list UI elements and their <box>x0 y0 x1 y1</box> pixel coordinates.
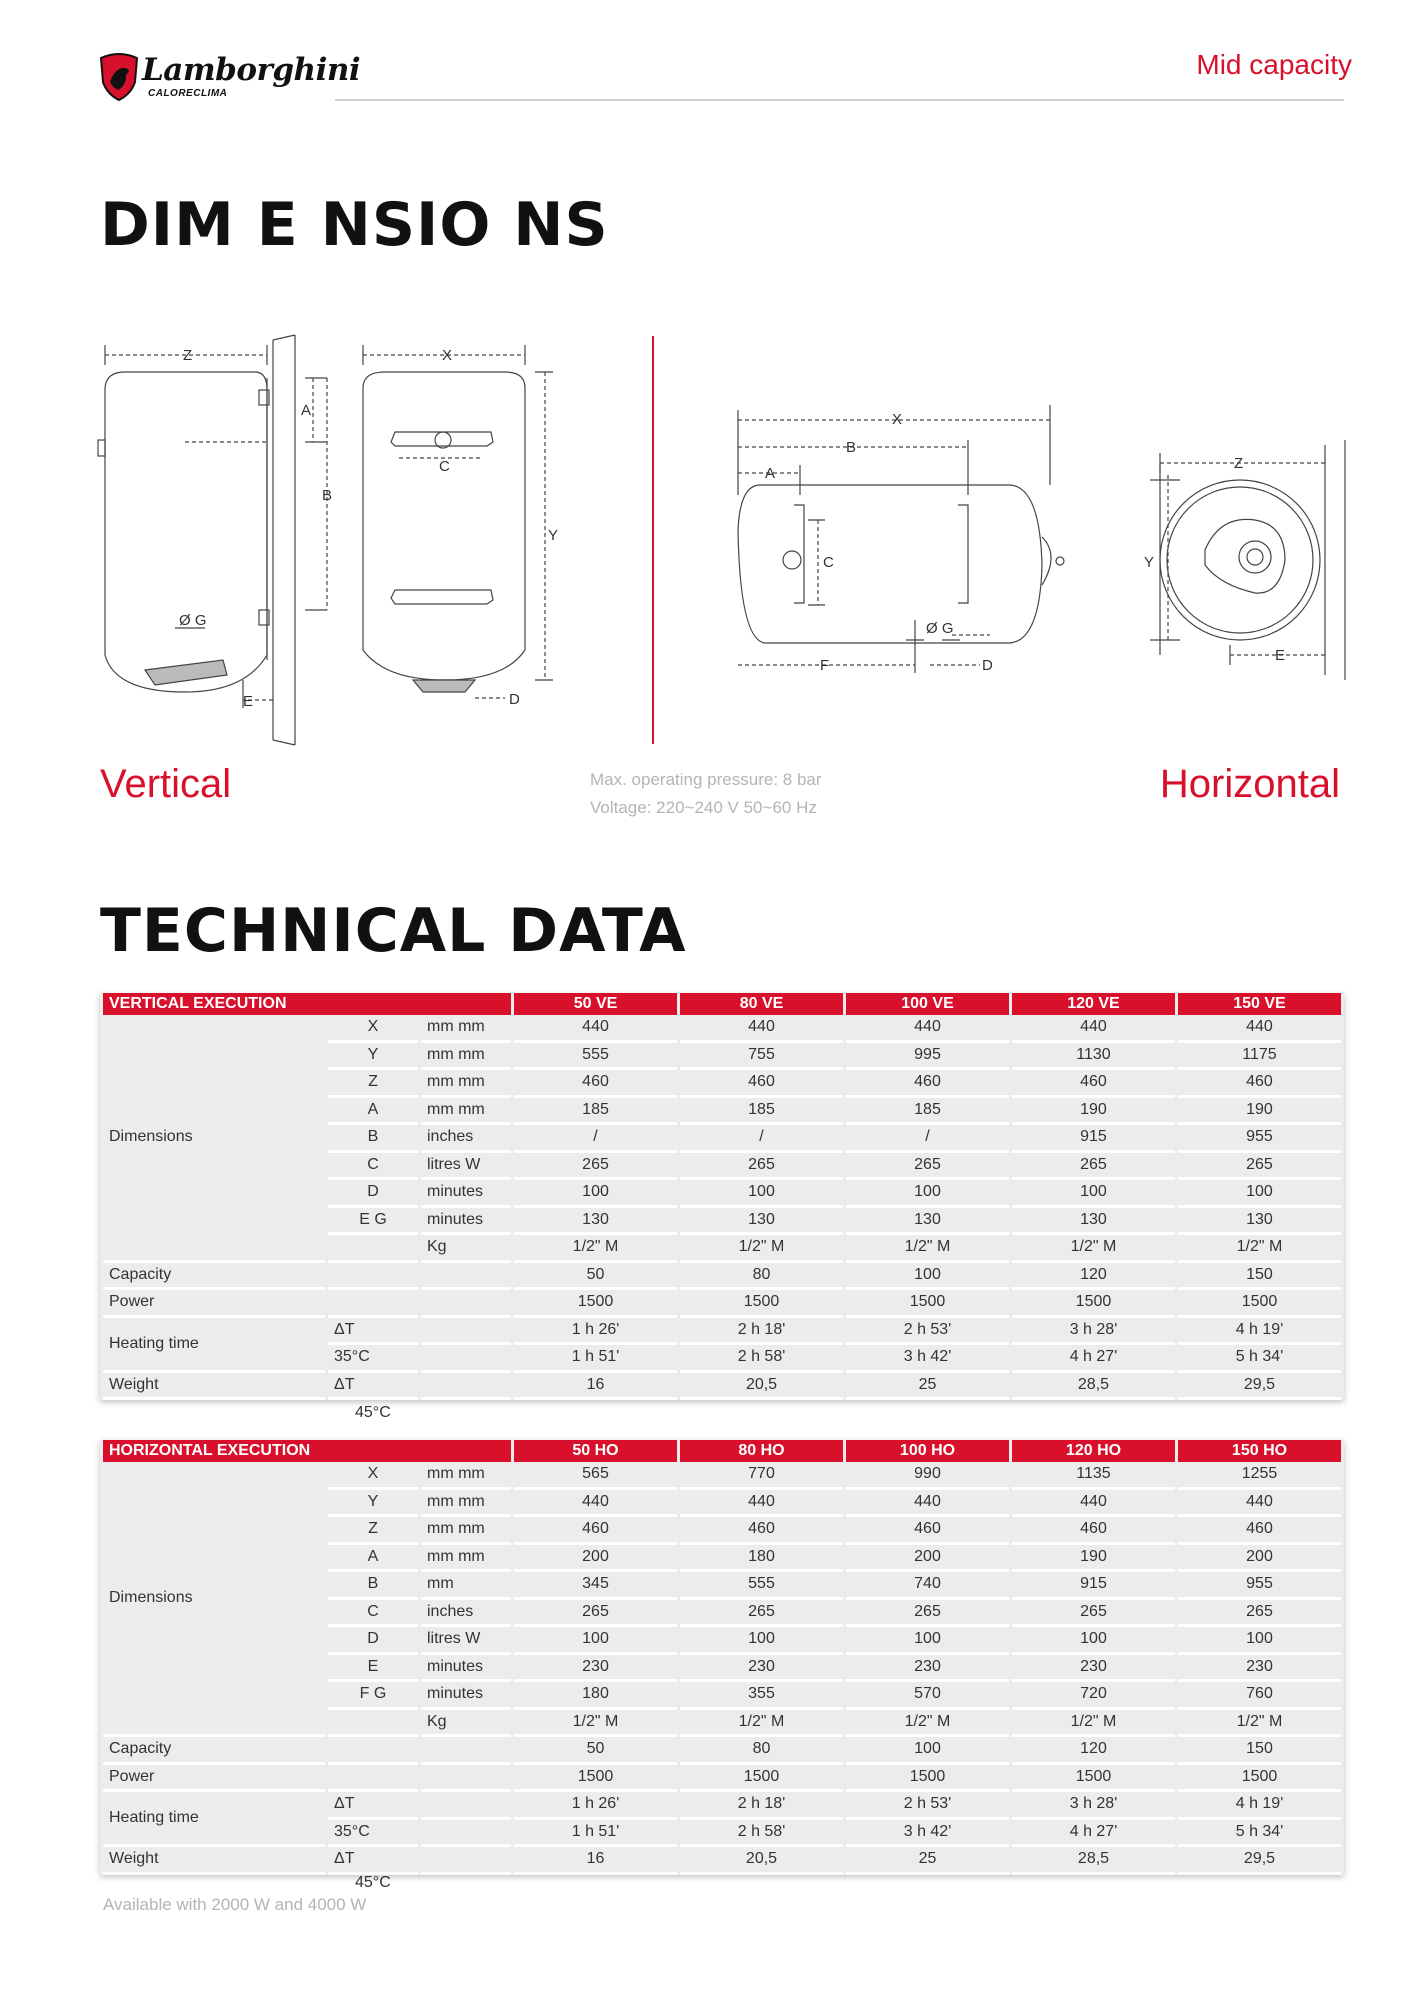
dim-label-b-h: B <box>846 439 857 456</box>
cell: 1 h 26' <box>514 1792 677 1820</box>
cell: 355 <box>680 1682 843 1710</box>
cell: 460 <box>846 1517 1009 1545</box>
cell: 120 <box>1012 1263 1175 1291</box>
cell: 265 <box>1178 1153 1341 1181</box>
delta-symbol: ΔT <box>328 1847 418 1875</box>
cell: 1500 <box>1178 1290 1341 1318</box>
dim-unit: mm mm <box>421 1545 511 1573</box>
cell: 720 <box>1012 1682 1175 1710</box>
cell: 1500 <box>1012 1765 1175 1793</box>
dim-label-y: Y <box>548 527 559 544</box>
dim-symbol: Z <box>328 1517 418 1545</box>
technical-data-title: TECHNICAL DATA <box>100 896 687 966</box>
row-label: Heating time <box>103 1318 325 1373</box>
dim-label-y-h: Y <box>1144 554 1155 571</box>
cell: / <box>846 1125 1009 1153</box>
row-label: Heating time <box>103 1792 325 1847</box>
dim-unit: mm mm <box>421 1015 511 1043</box>
cell: 1 h 51' <box>514 1820 677 1848</box>
brand-shield-icon <box>98 52 140 102</box>
table-row <box>103 1015 1341 1043</box>
cell: 200 <box>1178 1545 1341 1573</box>
dim-symbol: D <box>328 1180 418 1208</box>
cell: 440 <box>846 1490 1009 1518</box>
cell: 555 <box>514 1043 677 1071</box>
brand-subtitle: CALORECLIMA <box>148 88 228 99</box>
cell: 755 <box>680 1043 843 1071</box>
cell: 100 <box>846 1263 1009 1291</box>
cell: 130 <box>1012 1208 1175 1236</box>
cell: 460 <box>514 1517 677 1545</box>
cell: 440 <box>514 1490 677 1518</box>
cell: 29,5 <box>1178 1847 1341 1875</box>
cell: 1/2" M <box>1178 1710 1341 1738</box>
dim-symbol: X <box>328 1015 418 1043</box>
cell: 740 <box>846 1572 1009 1600</box>
cell: 955 <box>1178 1572 1341 1600</box>
dim-unit: Kg <box>421 1710 511 1738</box>
cell: 1/2" M <box>846 1235 1009 1263</box>
cell: 1 h 51' <box>514 1345 677 1373</box>
cell: 80 <box>680 1263 843 1291</box>
table-header-row <box>103 1440 1341 1462</box>
cell: 180 <box>514 1682 677 1710</box>
table-row <box>103 1263 1341 1291</box>
cell: 440 <box>680 1015 843 1043</box>
cell: 995 <box>846 1043 1009 1071</box>
cell: 230 <box>1178 1655 1341 1683</box>
cell: 1/2" M <box>514 1710 677 1738</box>
dim-symbol: Y <box>328 1043 418 1071</box>
row-label: Power <box>103 1290 325 1318</box>
cell: 460 <box>1178 1517 1341 1545</box>
dim-unit: Kg <box>421 1235 511 1263</box>
cell: 1500 <box>846 1290 1009 1318</box>
cell: 2 h 58' <box>680 1820 843 1848</box>
cell: 130 <box>514 1208 677 1236</box>
dim-label-b: B <box>322 487 333 504</box>
cell: 16 <box>514 1373 677 1401</box>
cell: 345 <box>514 1572 677 1600</box>
cell: 5 h 34' <box>1178 1820 1341 1848</box>
row-label: Dimensions <box>103 1462 325 1737</box>
dim-symbol: E G <box>328 1208 418 1236</box>
cell: 130 <box>680 1208 843 1236</box>
cell: 25 <box>846 1847 1009 1875</box>
cell: 915 <box>1012 1125 1175 1153</box>
table-row <box>103 1462 1341 1490</box>
delta-symbol: ΔT <box>328 1318 418 1346</box>
cell: 100 <box>514 1180 677 1208</box>
cell: 5 h 34' <box>1178 1345 1341 1373</box>
voltage: Voltage: 220~240 V 50~60 Hz <box>590 798 817 817</box>
table-row <box>103 1792 1341 1820</box>
cell: 565 <box>514 1462 677 1490</box>
cell: 440 <box>1178 1015 1341 1043</box>
cell: 265 <box>680 1600 843 1628</box>
table-row <box>103 1290 1341 1318</box>
horizontal-execution-table <box>100 1440 1344 1875</box>
dim-unit: minutes <box>421 1655 511 1683</box>
dim-symbol: A <box>328 1098 418 1126</box>
cell: 1500 <box>1178 1765 1341 1793</box>
cell: 230 <box>1012 1655 1175 1683</box>
temperature-label: 45°C <box>355 1874 391 1891</box>
dim-label-c: C <box>439 458 450 475</box>
cell: 2 h 53' <box>846 1792 1009 1820</box>
cell: 915 <box>1012 1572 1175 1600</box>
cell: 150 <box>1178 1263 1341 1291</box>
cell: 2 h 53' <box>846 1318 1009 1346</box>
dim-symbol: A <box>328 1545 418 1573</box>
cell: 230 <box>846 1655 1009 1683</box>
cell: 460 <box>1012 1070 1175 1098</box>
dim-label-z-h: Z <box>1234 455 1244 472</box>
dim-label-c-h: C <box>823 554 834 571</box>
cell: 1500 <box>514 1765 677 1793</box>
model-header: 50 HO <box>514 1440 677 1462</box>
dim-label-x: X <box>442 347 453 364</box>
table-row <box>103 1765 1341 1793</box>
table-header-row <box>103 993 1341 1015</box>
dim-symbol: B <box>328 1572 418 1600</box>
row-label: Capacity <box>103 1737 325 1765</box>
header-divider <box>335 99 1344 101</box>
dim-label-z: Z <box>183 347 193 364</box>
cell: 100 <box>1012 1627 1175 1655</box>
cell: 3 h 28' <box>1012 1318 1175 1346</box>
max-pressure: Max. operating pressure: 8 bar <box>590 770 822 789</box>
cell: 2 h 18' <box>680 1792 843 1820</box>
dim-symbol: D <box>328 1627 418 1655</box>
dim-symbol <box>328 1235 418 1263</box>
cell: 120 <box>1012 1737 1175 1765</box>
cell: 150 <box>1178 1737 1341 1765</box>
table-row <box>103 1847 1341 1875</box>
cell: 80 <box>680 1737 843 1765</box>
brand-name: Lamborghini <box>142 52 361 88</box>
cell: 100 <box>680 1180 843 1208</box>
cell: 955 <box>1178 1125 1341 1153</box>
cell: 460 <box>1012 1517 1175 1545</box>
model-header: 150 HO <box>1178 1440 1341 1462</box>
row-label: Dimensions <box>103 1015 325 1263</box>
cell: 1/2" M <box>1012 1235 1175 1263</box>
dim-unit: litres W <box>421 1627 511 1655</box>
dim-symbol: Z <box>328 1070 418 1098</box>
cell: 1/2" M <box>514 1235 677 1263</box>
table-header-label: VERTICAL EXECUTION <box>103 993 511 1015</box>
cell: 230 <box>514 1655 677 1683</box>
cell: 440 <box>1012 1015 1175 1043</box>
dim-symbol: C <box>328 1153 418 1181</box>
cell: 16 <box>514 1847 677 1875</box>
cell: 265 <box>514 1600 677 1628</box>
dim-label-d: D <box>509 691 520 708</box>
cell: 100 <box>1178 1180 1341 1208</box>
cell: 440 <box>1178 1490 1341 1518</box>
cell: 190 <box>1012 1545 1175 1573</box>
cell: 440 <box>680 1490 843 1518</box>
dim-unit: mm mm <box>421 1490 511 1518</box>
dim-label-g: Ø G <box>179 612 207 629</box>
cell: 1/2" M <box>846 1710 1009 1738</box>
table-row <box>103 1737 1341 1765</box>
temperature-label: 35°C <box>328 1345 418 1373</box>
cell: 1/2" M <box>680 1235 843 1263</box>
cell: 1130 <box>1012 1043 1175 1071</box>
cell: / <box>680 1125 843 1153</box>
cell: 185 <box>846 1098 1009 1126</box>
drawing-divider <box>652 336 654 744</box>
cell: 200 <box>514 1545 677 1573</box>
cell: 1500 <box>680 1290 843 1318</box>
cell: 555 <box>680 1572 843 1600</box>
cell: 265 <box>846 1600 1009 1628</box>
cell: 185 <box>680 1098 843 1126</box>
model-header: 120 HO <box>1012 1440 1175 1462</box>
cell: 180 <box>680 1545 843 1573</box>
cell: 265 <box>1178 1600 1341 1628</box>
model-header: 80 VE <box>680 993 843 1015</box>
cell: 990 <box>846 1462 1009 1490</box>
cell: 1/2" M <box>1178 1235 1341 1263</box>
cell: 3 h 42' <box>846 1820 1009 1848</box>
cell: 460 <box>680 1517 843 1545</box>
cell: 100 <box>514 1627 677 1655</box>
row-label: Capacity <box>103 1263 325 1291</box>
vertical-dimension-drawing <box>95 330 565 750</box>
cell: 1/2" M <box>1012 1710 1175 1738</box>
dim-unit: mm mm <box>421 1462 511 1490</box>
cell: 570 <box>846 1682 1009 1710</box>
dim-label-x-h: X <box>892 411 903 428</box>
model-header: 150 VE <box>1178 993 1341 1015</box>
row-label: Weight <box>103 1373 325 1401</box>
cell: 100 <box>680 1627 843 1655</box>
dim-unit: mm <box>421 1572 511 1600</box>
cell: 4 h 27' <box>1012 1345 1175 1373</box>
dim-symbol: E <box>328 1655 418 1683</box>
cell: 28,5 <box>1012 1373 1175 1401</box>
delta-symbol: ΔT <box>328 1792 418 1820</box>
cell: 460 <box>1178 1070 1341 1098</box>
cell: 50 <box>514 1263 677 1291</box>
dim-unit: mm mm <box>421 1517 511 1545</box>
cell: 50 <box>514 1737 677 1765</box>
horizontal-caption: Horizontal <box>1159 762 1340 806</box>
cell: 25 <box>846 1373 1009 1401</box>
cell: 265 <box>1012 1153 1175 1181</box>
cell: 265 <box>680 1153 843 1181</box>
dim-symbol: F G <box>328 1682 418 1710</box>
cell: 460 <box>514 1070 677 1098</box>
cell: 2 h 58' <box>680 1345 843 1373</box>
cell: 1135 <box>1012 1462 1175 1490</box>
cell: 100 <box>846 1180 1009 1208</box>
cell: 190 <box>1012 1098 1175 1126</box>
cell: 130 <box>846 1208 1009 1236</box>
model-header: 120 VE <box>1012 993 1175 1015</box>
cell: 265 <box>514 1153 677 1181</box>
table-row <box>103 1318 1341 1346</box>
cell: 100 <box>846 1737 1009 1765</box>
cell: 440 <box>1012 1490 1175 1518</box>
cell: 20,5 <box>680 1847 843 1875</box>
dim-symbol: Y <box>328 1490 418 1518</box>
dim-label-f-h: F <box>820 657 830 674</box>
cell: / <box>514 1125 677 1153</box>
horizontal-dimension-drawing <box>720 395 1360 695</box>
cell: 100 <box>846 1627 1009 1655</box>
cell: 190 <box>1178 1098 1341 1126</box>
vertical-execution-table <box>100 993 1344 1400</box>
model-header: 100 VE <box>846 993 1009 1015</box>
dim-unit: litres W <box>421 1153 511 1181</box>
model-header: 50 VE <box>514 993 677 1015</box>
cell: 265 <box>846 1153 1009 1181</box>
row-label: Weight <box>103 1847 325 1875</box>
dim-label-a-h: A <box>765 465 776 482</box>
dim-unit: minutes <box>421 1682 511 1710</box>
cell: 1500 <box>846 1765 1009 1793</box>
dimensions-title: DIM E NSIO NS <box>100 190 609 260</box>
table-row <box>103 1373 1341 1401</box>
cell: 1500 <box>514 1290 677 1318</box>
cell: 185 <box>514 1098 677 1126</box>
dim-symbol: B <box>328 1125 418 1153</box>
table-header-label: HORIZONTAL EXECUTION <box>103 1440 511 1462</box>
dim-unit: minutes <box>421 1180 511 1208</box>
dim-label-a: A <box>301 402 312 419</box>
delta-symbol: ΔT <box>328 1373 418 1401</box>
cell: 4 h 19' <box>1178 1792 1341 1820</box>
cell: 3 h 28' <box>1012 1792 1175 1820</box>
dim-unit: mm mm <box>421 1098 511 1126</box>
cell: 200 <box>846 1545 1009 1573</box>
temperature-label: 35°C <box>328 1820 418 1848</box>
cell: 100 <box>1178 1627 1341 1655</box>
dim-unit: mm mm <box>421 1070 511 1098</box>
cell: 1500 <box>1012 1290 1175 1318</box>
header-category: Mid capacity <box>1196 49 1352 80</box>
cell: 1500 <box>680 1765 843 1793</box>
footnote: Available with 2000 W and 4000 W <box>103 1895 367 1914</box>
cell: 29,5 <box>1178 1373 1341 1401</box>
cell: 28,5 <box>1012 1847 1175 1875</box>
temperature-label: 45°C <box>355 1404 391 1421</box>
dim-unit: inches <box>421 1125 511 1153</box>
dim-label-d-h: D <box>982 657 993 674</box>
cell: 760 <box>1178 1682 1341 1710</box>
cell: 265 <box>1012 1600 1175 1628</box>
cell: 4 h 27' <box>1012 1820 1175 1848</box>
operating-specs <box>590 766 822 822</box>
dim-unit: mm mm <box>421 1043 511 1071</box>
cell: 230 <box>680 1655 843 1683</box>
cell: 3 h 42' <box>846 1345 1009 1373</box>
cell: 20,5 <box>680 1373 843 1401</box>
cell: 1175 <box>1178 1043 1341 1071</box>
cell: 770 <box>680 1462 843 1490</box>
vertical-caption: Vertical <box>100 762 232 806</box>
dim-label-g-h: Ø G <box>926 620 954 637</box>
cell: 460 <box>680 1070 843 1098</box>
dim-symbol: X <box>328 1462 418 1490</box>
cell: 130 <box>1178 1208 1341 1236</box>
cell: 440 <box>514 1015 677 1043</box>
dim-label-e: E <box>243 693 254 710</box>
cell: 1255 <box>1178 1462 1341 1490</box>
model-header: 100 HO <box>846 1440 1009 1462</box>
cell: 4 h 19' <box>1178 1318 1341 1346</box>
cell: 460 <box>846 1070 1009 1098</box>
dim-unit: minutes <box>421 1208 511 1236</box>
cell: 100 <box>1012 1180 1175 1208</box>
model-header: 80 HO <box>680 1440 843 1462</box>
dim-unit: inches <box>421 1600 511 1628</box>
cell: 1/2" M <box>680 1710 843 1738</box>
row-label: Power <box>103 1765 325 1793</box>
dim-symbol <box>328 1710 418 1738</box>
dim-symbol: C <box>328 1600 418 1628</box>
cell: 440 <box>846 1015 1009 1043</box>
cell: 1 h 26' <box>514 1318 677 1346</box>
dim-label-e-h: E <box>1275 647 1286 664</box>
cell: 2 h 18' <box>680 1318 843 1346</box>
